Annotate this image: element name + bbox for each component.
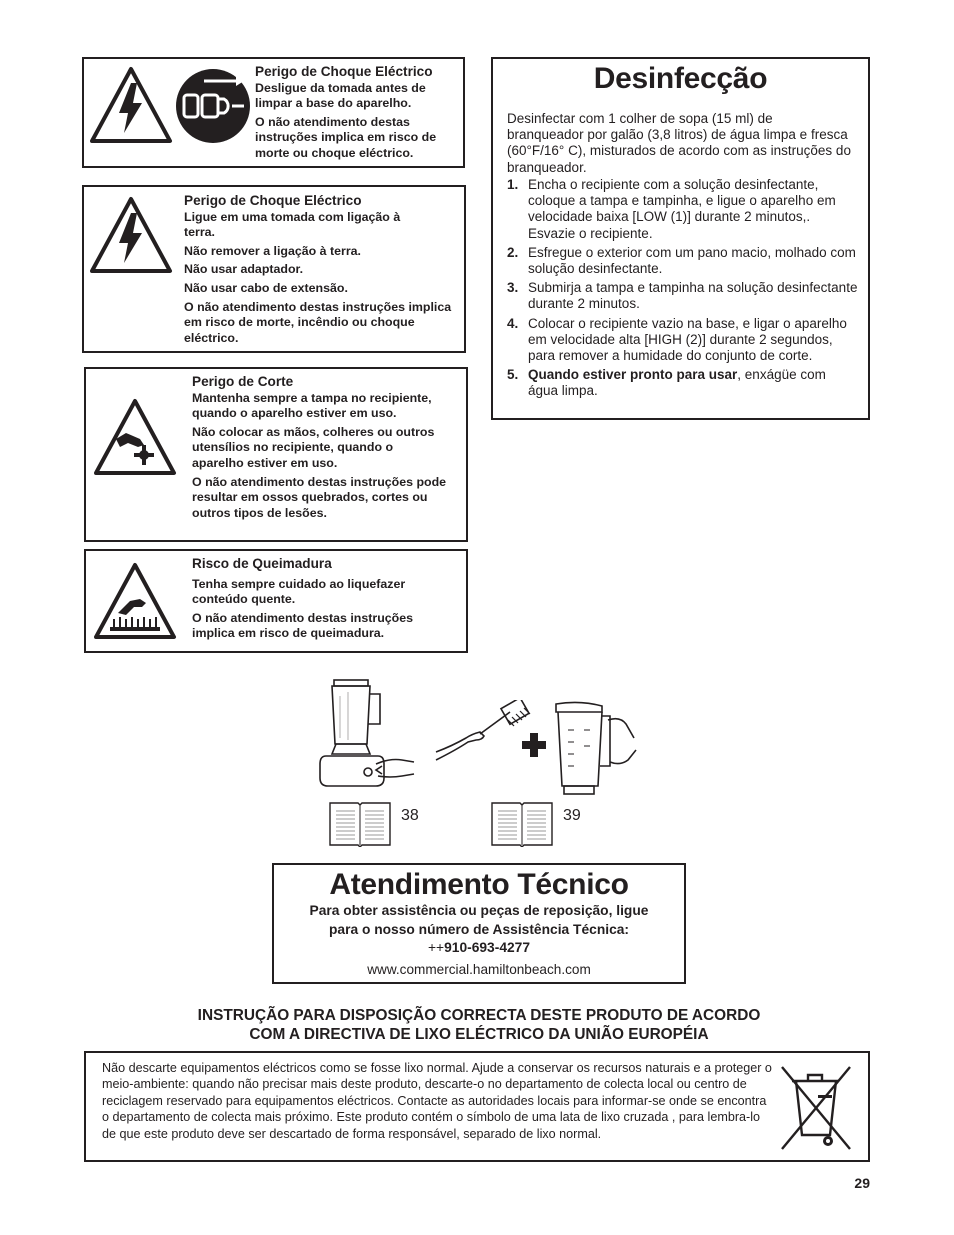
- warning-line: Mantenha sempre a tampa no recipiente, quando o aparelho estiver em uso.: [192, 390, 432, 421]
- warning-line: O não atendimento destas instruções pode resultar em ossos quebrados, cortes ou outros tipos de lesões.: [192, 474, 447, 520]
- warning-line: Não usar cabo de extensão.: [184, 280, 348, 295]
- warning-text: [255, 64, 465, 165]
- electric-shock-warning-icon: [88, 195, 174, 275]
- jar-icon: [550, 700, 640, 796]
- warning-line: O não atendimento destas instruções implica em risco de morte, incêndio ou choque eléctrico.: [184, 299, 452, 345]
- manual-book-icon: [490, 799, 554, 847]
- page-number: 29: [854, 1175, 870, 1191]
- manual-book-icon: [328, 799, 392, 847]
- disinfection-steps: [507, 177, 859, 403]
- disposal-text: Não descarte equipamentos eléctricos como se fosse lixo normal. Ajude a conservar os recursos naturais e a proteger o meio-ambiente: quando não precisar mais deste produto, descarte-o no departamento de colecta local ou centro de reciclagem reservado para equipamentos eléctricos. Contacte as autoridades locais para informar-se onde se encontra o departamento de colecta mais próximo. Este produto contém o símbolo de uma lata de lixo cruzada , para lembra-lo de que este produto deve ser descartado de forma responsável, separado de lixo normal.: [102, 1061, 772, 1141]
- list-item: 2. Esfregue o exterior com um pano macio, molhado com solução desinfectante.: [507, 244, 856, 277]
- blender-base-wipe-icon: [318, 676, 418, 794]
- tech-support-section: [272, 863, 686, 984]
- disinfection-title: Desinfecção: [593, 62, 768, 95]
- disinfection-intro: Desinfectar com 1 colher de sopa (15 ml) de branqueador por galão (3,8 litros) de água limpa e fresca (60°F/16° C), misturados de acordo com as instruções do branqueador.: [507, 111, 851, 175]
- warning-line: Não usar adaptador.: [184, 262, 304, 277]
- crossed-out-wheelie-bin-icon: [778, 1061, 856, 1153]
- warning-cut: [84, 367, 468, 542]
- page-reference-left: 38: [401, 807, 419, 824]
- electric-shock-warning-icon: [88, 65, 174, 145]
- burn-hazard-warning-icon: [92, 561, 178, 641]
- disinfection-section: [491, 57, 870, 420]
- tech-support-title: Atendimento Técnico: [329, 868, 629, 901]
- tech-support-line: para o nosso número de Assistência Técnica:: [328, 921, 630, 937]
- list-item: 4. Colocar o recipiente vazio na base, e ligar o aparelho em velocidade alta [HIGH (2)] durante 2 segundos, para remover a humidade do conjunto de corte.: [507, 315, 847, 364]
- warning-heading: Perigo de Choque Eléctrico: [255, 64, 433, 79]
- warning-heading: Perigo de Choque Eléctrico: [184, 193, 362, 208]
- list-item: 5. Quando estiver pronto para usar, enxágüe com água limpa.: [507, 367, 826, 399]
- page-reference-right: 39: [563, 807, 581, 824]
- warning-line: Ligue em uma tomada com ligação à terra.: [184, 209, 401, 240]
- warning-line: O não atendimento destas instruções implica em risco de morte ou choque eléctrico.: [255, 114, 437, 160]
- cut-hazard-warning-icon: [92, 397, 178, 477]
- warning-heading: Perigo de Corte: [192, 374, 294, 389]
- tech-support-url: www.commercial.hamiltonbeach.com: [367, 961, 591, 977]
- tech-support-line: Para obter assistência ou peças de reposição, ligue: [309, 903, 649, 918]
- warning-line: Não remover a ligação à terra.: [184, 243, 361, 258]
- tech-support-phone: ++910-693-4277: [427, 940, 531, 956]
- warning-line: Tenha sempre cuidado ao liquefazer conteúdo quente.: [192, 576, 406, 607]
- warning-line: Desligue da tomada antes de limpar a base do aparelho.: [255, 80, 426, 111]
- disposal-heading: INSTRUÇÃO PARA DISPOSIÇÃO CORRECTA DESTE PRODUTO DE ACORDO COM A DIRECTIVA DE LIXO ELÉCTRICO DA UNIÃO EUROPÉIA: [197, 1007, 761, 1043]
- list-item: 3. Submirja a tampa e tampinha na solução desinfectante durante 2 minutos.: [507, 280, 858, 312]
- warning-burn: [84, 549, 468, 653]
- plus-icon: [520, 731, 548, 759]
- list-item: 1. Encha o recipiente com a solução desinfectante, coloque a tampa e tampinha, e ligue o aparelho em velocidade baixa [LOW (1)] durante 2 minutos,. Esvazie o recipiente.: [507, 177, 836, 241]
- warning-text: [192, 556, 462, 645]
- warning-line: O não atendimento destas instruções implica em risco de queimadura.: [192, 610, 414, 641]
- disposal-box: [84, 1051, 870, 1162]
- warning-shock-unplug: [82, 57, 465, 168]
- warning-shock-ground: [82, 185, 466, 353]
- warning-heading: Risco de Queimadura: [192, 556, 332, 571]
- warning-text: [192, 374, 462, 524]
- warning-line: Não colocar as mãos, colheres ou outros utensílios no recipiente, quando o aparelho estiver em uso.: [192, 424, 435, 470]
- unplug-icon: [174, 67, 252, 145]
- warning-text: [184, 193, 459, 349]
